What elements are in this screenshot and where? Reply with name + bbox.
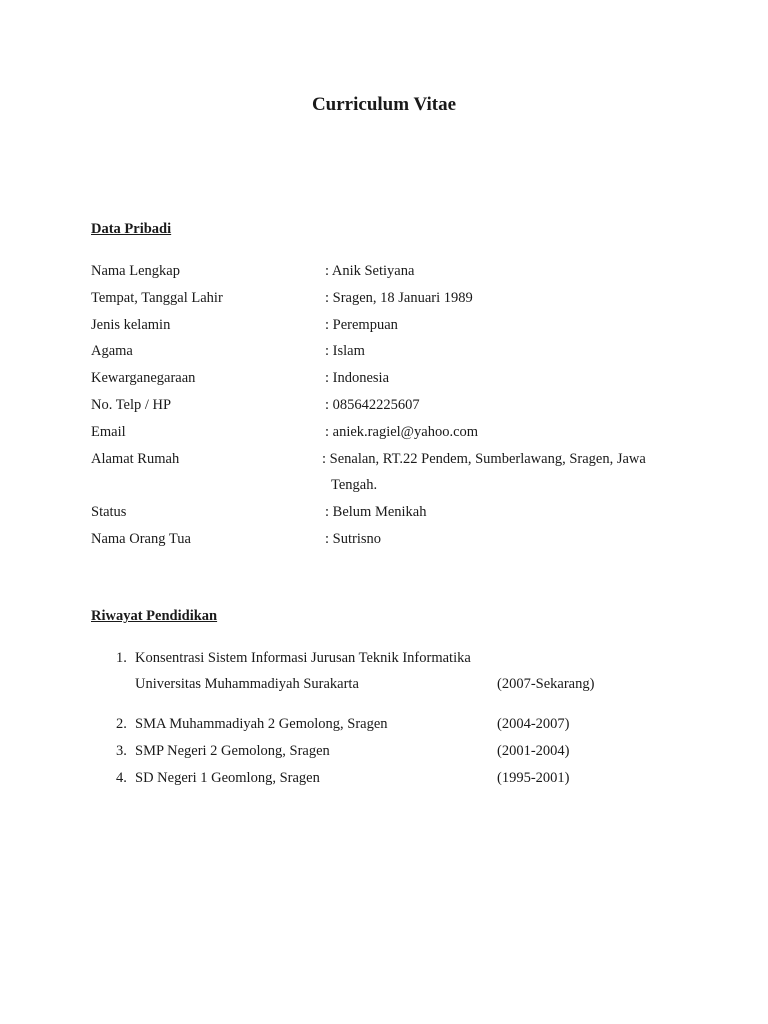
school-line-1: Konsentrasi Sistem Informasi Jurusan Teknik Informatika (135, 650, 471, 666)
field-value: : Belum Menikah (325, 504, 427, 521)
field-label: Status (91, 504, 127, 521)
list-item (116, 714, 636, 741)
field-marital-status (91, 502, 691, 529)
field-value: : Indonesia (325, 370, 390, 387)
document-title: Curriculum Vitae (311, 94, 457, 115)
field-religion (91, 341, 691, 368)
list-item (116, 648, 636, 714)
education-heading: Riwayat Pendidikan (91, 608, 218, 624)
school-years: (1995-2001) (497, 769, 570, 786)
school-name: SMA Muhammadiyah 2 Gemolong, Sragen (135, 716, 388, 732)
school-name (135, 648, 471, 694)
field-label: Nama Orang Tua (91, 530, 191, 547)
field-value: : Sragen, 18 Januari 1989 (325, 289, 473, 306)
personal-data-heading: Data Pribadi (91, 221, 172, 237)
field-label: No. Telp / HP (91, 396, 172, 413)
school-years: (2001-2004) (497, 742, 570, 759)
list-item (116, 741, 636, 768)
field-phone (91, 395, 691, 422)
field-value: : Anik Setiyana (325, 263, 415, 279)
field-value: : aniek.ragiel@yahoo.com (325, 423, 479, 440)
school-name: SD Negeri 1 Geomlong, Sragen (135, 769, 320, 786)
school-years: (2004-2007) (497, 716, 570, 732)
list-number: 2. (116, 716, 127, 732)
school-line-2: Universitas Muhammadiyah Surakarta (135, 676, 359, 692)
list-number: 4. (116, 769, 127, 786)
field-value: : Sutrisno (325, 530, 381, 547)
field-label: Tempat, Tanggal Lahir (91, 289, 223, 306)
personal-data-fields (91, 261, 691, 556)
field-label: Agama (91, 343, 133, 360)
field-label: Alamat Rumah (91, 450, 180, 467)
field-label: Nama Lengkap (91, 263, 180, 279)
field-label: Jenis kelamin (91, 316, 171, 333)
school-years: (2007-Sekarang) (497, 676, 595, 692)
education-list (116, 648, 636, 794)
field-nationality (91, 368, 691, 395)
field-value: : Islam (325, 343, 365, 360)
field-email (91, 422, 691, 449)
field-label: Email (91, 423, 126, 440)
field-birth-place-date (91, 288, 691, 315)
field-full-name (91, 261, 691, 288)
field-label: Kewarganegaraan (91, 370, 196, 387)
field-home-address (91, 449, 691, 503)
school-name: SMP Negeri 2 Gemolong, Sragen (135, 742, 330, 759)
field-value: : Perempuan (325, 316, 398, 333)
address-line-1: : Senalan, RT.22 Pendem, Sumberlawang, Sragen, Jawa (322, 450, 646, 467)
field-value (322, 446, 662, 500)
list-number: 1. (116, 650, 127, 666)
field-value: : 085642225607 (325, 396, 420, 413)
list-number: 3. (116, 742, 127, 759)
list-item (116, 768, 636, 795)
address-line-2: Tengah. (331, 477, 378, 494)
field-parent-name (91, 529, 691, 556)
field-gender (91, 315, 691, 342)
